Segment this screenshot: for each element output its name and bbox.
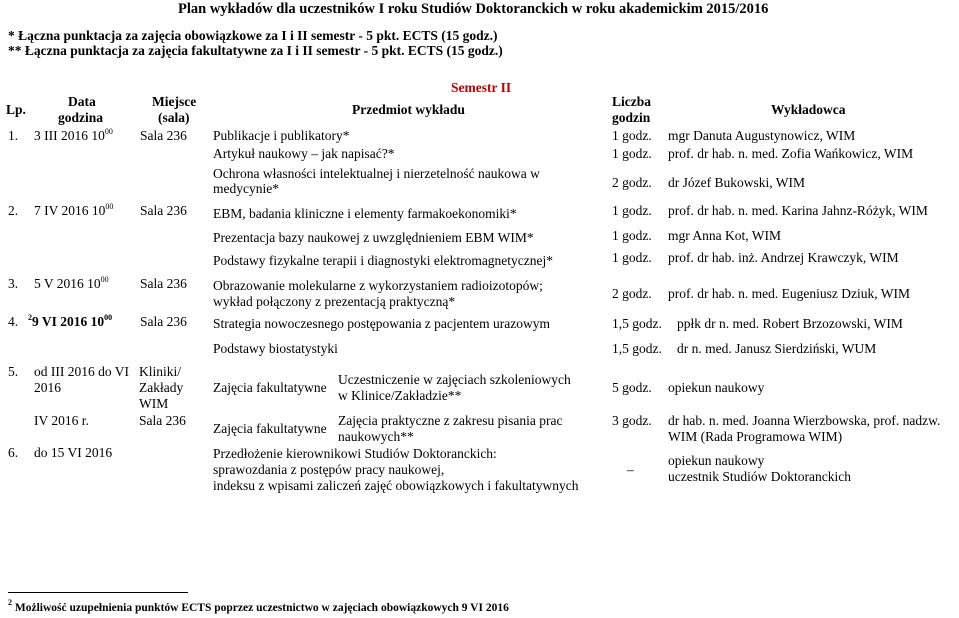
row-4-date: $^2$9 VI 2016 $10^{00}$ <box>28 313 113 329</box>
row-6-subject-line-2: sprawozdania z postępów pracy naukowej, <box>213 462 445 477</box>
row-1-number: 1. <box>8 128 19 143</box>
row-6-lecturer-line-1: opiekun naukowy <box>668 453 765 468</box>
row-1-lecturer: mgr Danuta Augustynowicz, WIM <box>668 128 856 143</box>
header-subject: Przedmiot wykładu <box>352 102 465 117</box>
row-1c-hours: 2 godz. <box>612 175 652 190</box>
row-5b-subject-line-1: Zajęcia praktyczne z zakresu pisania prac <box>338 413 563 428</box>
row-1b-hours: 1 godz. <box>612 146 652 161</box>
row-1-hours: 1 godz. <box>612 128 652 143</box>
header-lp: Lp. <box>6 102 26 117</box>
row-5b-room: Sala 236 <box>139 413 186 428</box>
row-6-number: 6. <box>8 445 19 460</box>
row-2b-lecturer: mgr Anna Kot, WIM <box>668 228 781 243</box>
row-4b-lecturer: dr n. med. Janusz Sierdziński, WUM <box>677 341 877 356</box>
header-hours-unit: godzin <box>612 110 651 125</box>
row-5b-lecturer-line-1: dr hab. n. med. Joanna Wierzbowska, prof. nadzw. <box>668 413 941 428</box>
row-1b-lecturer: prof. dr hab. n. med. Zofia Wańkowicz, WIM <box>668 146 914 161</box>
row-2c-lecturer: prof. dr hab. inż. Andrzej Krawczyk, WIM <box>668 250 899 265</box>
row-5-hours: 5 godz. <box>612 380 652 395</box>
semester-label: Semestr II <box>451 80 512 95</box>
row-2c-hours: 1 godz. <box>612 250 652 265</box>
row-2-date: 7 IV 2016 $10^{00}$ <box>34 202 114 218</box>
note-optional: ** Łączna punktacja za zajęcia fakultatywne za I i II semestr - 5 pkt. ECTS (15 godz.) <box>8 43 503 58</box>
row-1-date: 3 III 2016 $10^{00}$ <box>34 127 113 143</box>
row-5-date-line-2: 2016 <box>34 380 61 395</box>
row-2b-subject: Prezentacja bazy naukowej z uwzględnieniem EBM WIM* <box>213 230 534 245</box>
row-4-hours: 1,5 godz. <box>612 316 662 331</box>
row-5-subject-line-2: w Klinice/Zakładzie** <box>338 388 462 403</box>
row-5b-subject-line-2: naukowych** <box>338 429 414 444</box>
row-3-subject-line-2: wykład połączony z prezentacją praktyczną* <box>213 294 456 309</box>
row-2b-hours: 1 godz. <box>612 228 652 243</box>
row-4b-subject: Podstawy biostatystyki <box>213 341 338 356</box>
page-title: Plan wykładów dla uczestników I roku Studiów Doktoranckich w roku akademickim 2015/2016 <box>178 1 769 17</box>
row-5-subject-line-1: Uczestniczenie w zajęciach szkoleniowych <box>338 372 571 387</box>
row-5-room-line-1: Kliniki/ <box>139 364 182 379</box>
row-5-date-line-1: od III 2016 do VI <box>34 364 129 379</box>
header-room: (sala) <box>158 110 190 125</box>
row-3-hours: 2 godz. <box>612 286 652 301</box>
row-2-hours: 1 godz. <box>612 203 652 218</box>
row-2c-subject: Podstawy fizykalne terapii i diagnostyki elektromagnetycznej* <box>213 253 554 268</box>
footnote: $^2$ Możliwość uzupełnienia punktów ECTS poprzez uczestnictwo w zajęciach obowiązkowych 9 VI 2016 <box>8 598 509 614</box>
row-6-hours: – <box>627 462 634 477</box>
row-3-date: 5 V 2016 $10^{00}$ <box>34 275 109 291</box>
row-5b-lecturer-line-2: WIM (Rada Programowa WIM) <box>668 429 843 444</box>
header-hours: Liczba <box>612 94 651 109</box>
row-1c-subject: Ochrona własności intelektualnej i nierzetelność naukowa w medycynie* <box>213 166 540 196</box>
row-3-lecturer: prof. dr hab. n. med. Eugeniusz Dziuk, WIM <box>668 286 910 301</box>
row-4-lecturer: ppłk dr n. med. Robert Brzozowski, WIM <box>677 316 903 331</box>
row-3-room: Sala 236 <box>140 276 187 291</box>
row-5-lecturer: opiekun naukowy <box>668 380 765 395</box>
row-6-lecturer-line-2: uczestnik Studiów Doktoranckich <box>668 469 851 484</box>
row-2-room: Sala 236 <box>140 203 187 218</box>
row-5-number: 5. <box>8 364 19 379</box>
row-4b-hours: 1,5 godz. <box>612 341 662 356</box>
row-3-subject-line-1: Obrazowanie molekularne z wykorzystaniem radioizotopów; <box>213 278 543 293</box>
row-2-number: 2. <box>8 203 19 218</box>
row-4-number: 4. <box>8 314 19 329</box>
row-5b-hours: 3 godz. <box>612 413 652 428</box>
row-1-subject: Publikacje i publikatory* <box>213 128 350 143</box>
header-time: godzina <box>58 110 104 125</box>
row-1-room: Sala 236 <box>140 128 187 143</box>
row-5b-type: Zajęcia fakultatywne <box>213 421 327 436</box>
header-place: Miejsce <box>152 94 197 109</box>
row-4-room: Sala 236 <box>140 314 187 329</box>
note-mandatory: * Łączna punktacja za zajęcia obowiązkowe za I i II semestr - 5 pkt. ECTS (15 godz.) <box>8 28 498 43</box>
row-6-subject-line-1: Przedłożenie kierownikowi Studiów Doktoranckich: <box>213 446 497 461</box>
row-6-subject-line-3: indeksu z wpisami zaliczeń zajęć obowiązkowych i fakultatywnych <box>213 478 579 493</box>
row-1c-lecturer: dr Józef Bukowski, WIM <box>668 175 805 190</box>
row-5-type: Zajęcia fakultatywne <box>213 380 327 395</box>
header-lecturer: Wykładowca <box>771 102 846 117</box>
row-6-date: do 15 VI 2016 <box>34 445 113 460</box>
row-4-subject: Strategia nowoczesnego postępowania z pacjentem urazowym <box>213 316 550 331</box>
row-5-room-line-3: WIM <box>139 396 169 411</box>
row-2-subject: EBM, badania kliniczne i elementy farmakoekonomiki* <box>213 206 517 221</box>
row-2-lecturer: prof. dr hab. n. med. Karina Jahnz-Różyk, WIM <box>668 203 928 218</box>
row-5-room-line-2: Zakłady <box>139 380 184 395</box>
row-3-number: 3. <box>8 276 19 291</box>
row-1b-subject: Artykuł naukowy – jak napisać?* <box>213 146 395 161</box>
header-date: Data <box>68 94 96 109</box>
footnote-separator <box>8 592 188 593</box>
row-5b-date: IV 2016 r. <box>34 413 89 428</box>
